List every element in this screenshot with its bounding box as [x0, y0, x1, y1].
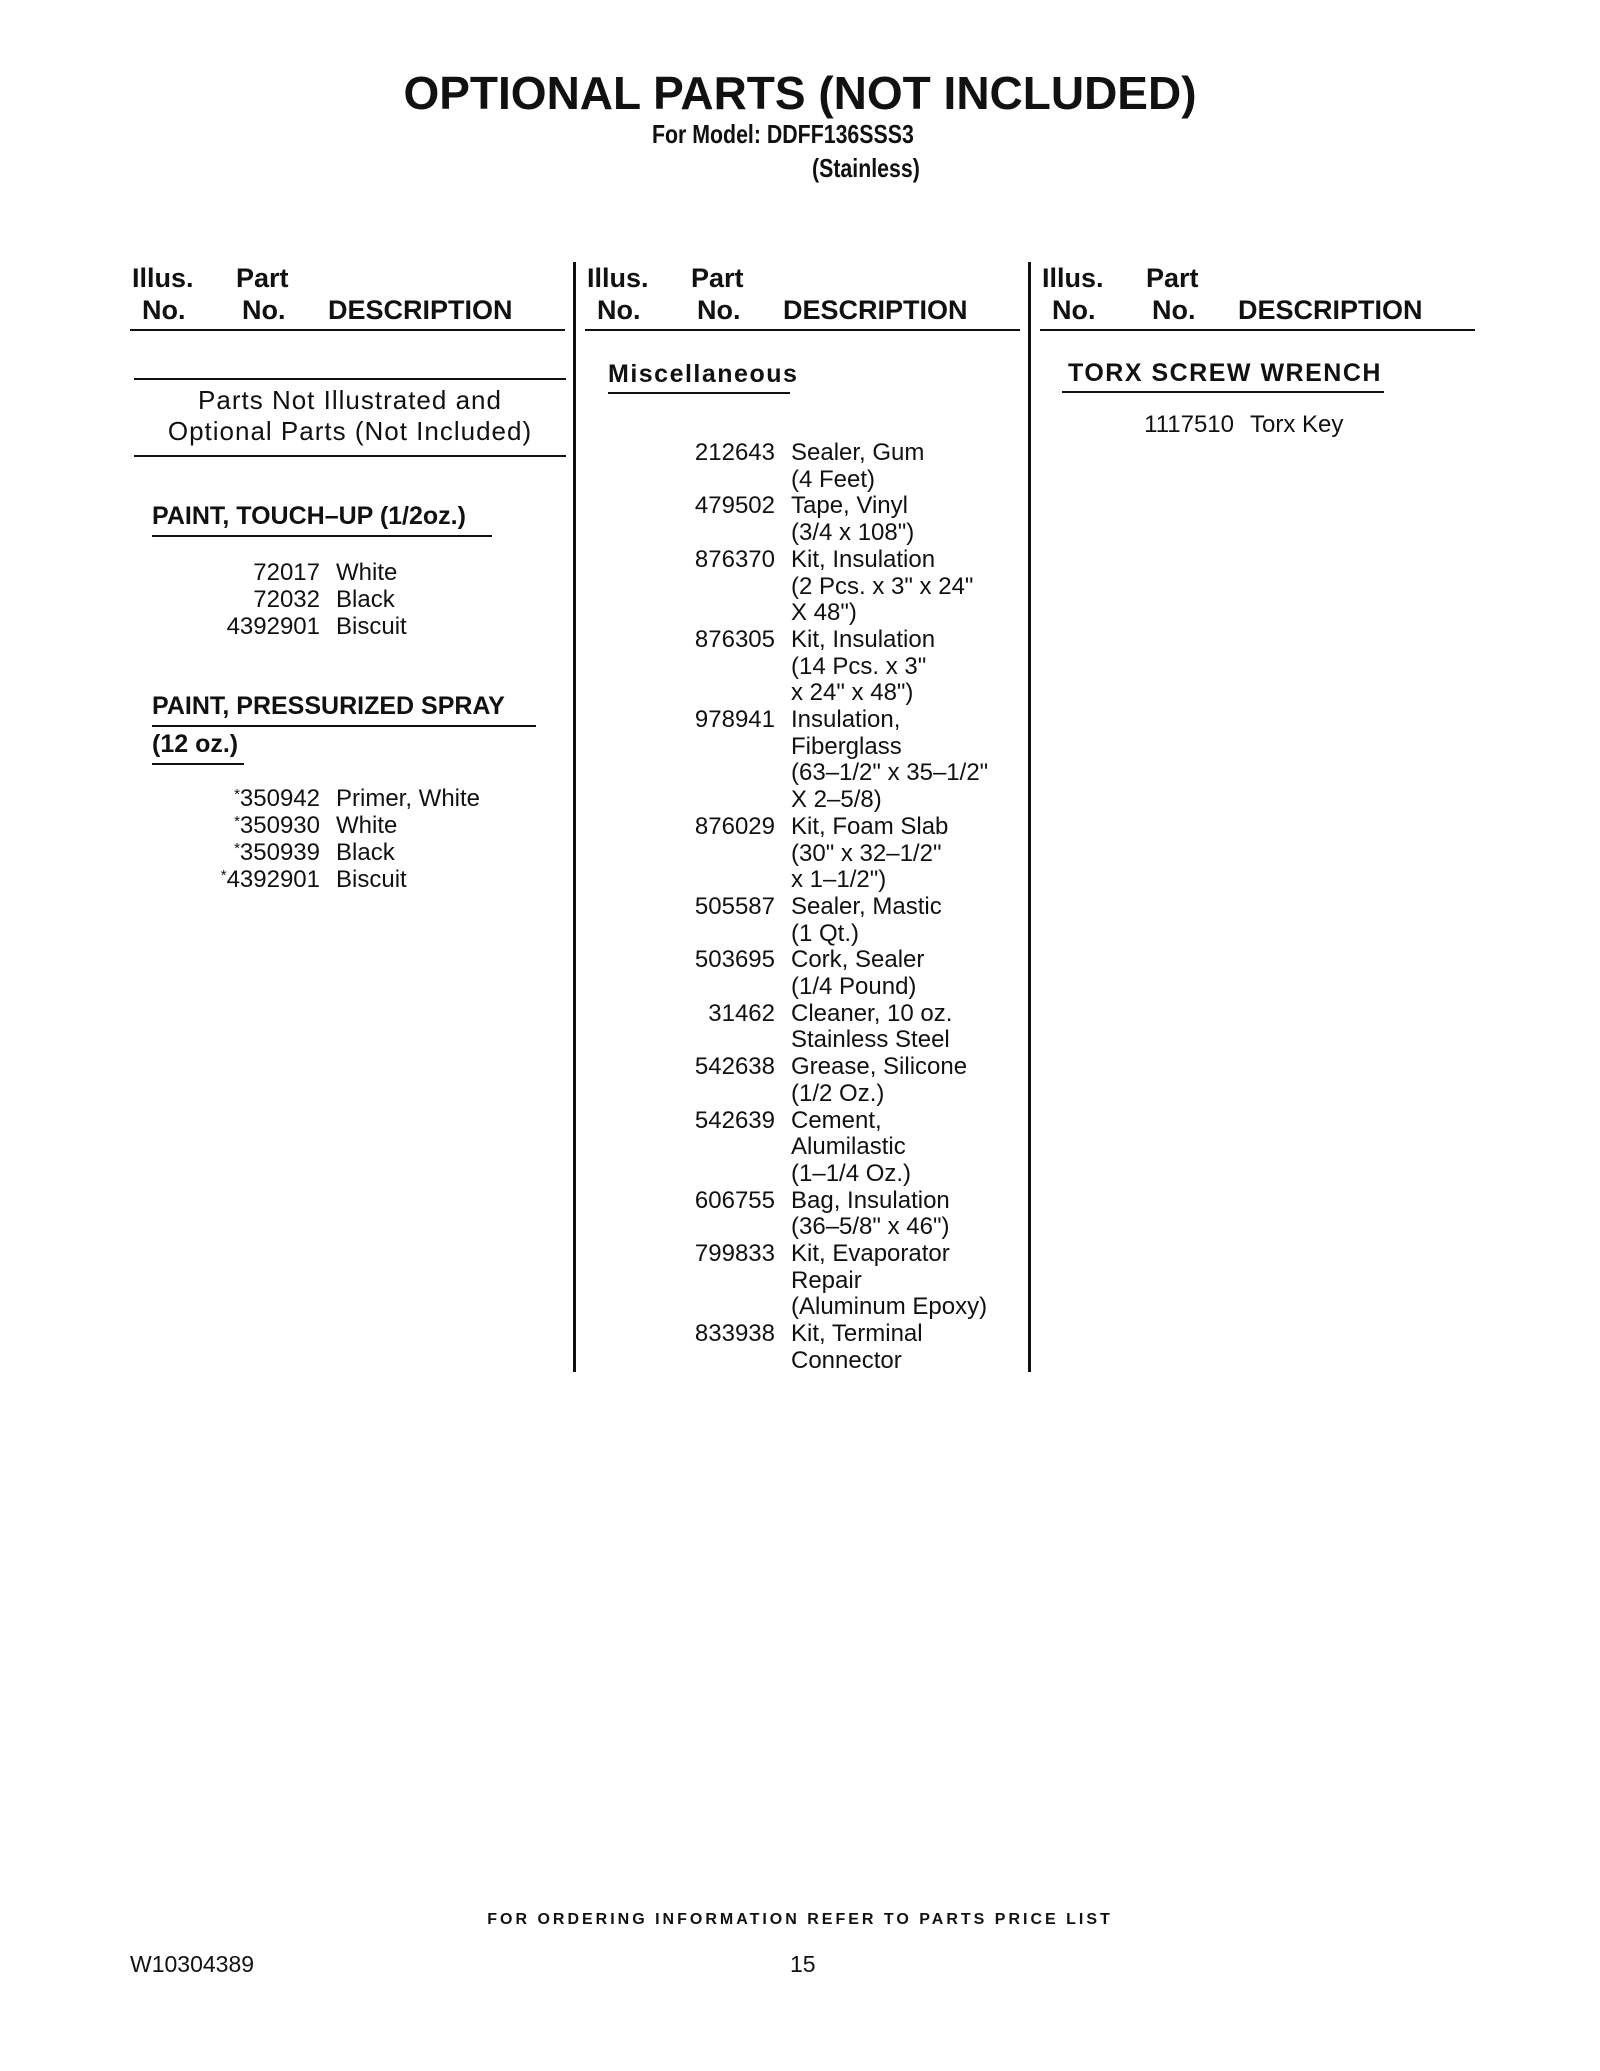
header-description: DESCRIPTION [328, 295, 513, 325]
section-heading-paint-touchup: PAINT, TOUCH–UP (1/2oz.) [152, 502, 466, 530]
part-description-line: (63–1/2" x 35–1/2" [791, 759, 989, 787]
part-number: 542638 [694, 1053, 775, 1081]
list-item [694, 545, 974, 627]
part-description-line: (1/4 Pound) [791, 973, 917, 1000]
part-description: Biscuit [336, 866, 407, 893]
finish-line: (Stainless) [812, 153, 920, 183]
header-rule [1040, 329, 1475, 331]
list-item [253, 559, 398, 587]
page-title: OPTIONAL PARTS (NOT INCLUDED) [403, 67, 1197, 119]
group-title-line2: Optional Parts (Not Included) [167, 416, 533, 446]
part-description-line: Grease, Silicone [791, 1053, 968, 1081]
part-number: 978941 [694, 706, 775, 733]
part-number: 542639 [694, 1106, 775, 1134]
ordering-note: FOR ORDERING INFORMATION REFER TO PARTS PRICE LIST [487, 1911, 1113, 1928]
list-item [694, 492, 915, 547]
header-illus-no: No. [1052, 295, 1096, 325]
part-description-line: x 1–1/2") [791, 866, 887, 894]
part-description-line: Sealer, Gum [791, 439, 925, 466]
list-item [694, 706, 989, 814]
header-rule [130, 329, 565, 331]
list-item [694, 1053, 968, 1107]
list-item [694, 812, 949, 894]
part-description-line: X 48") [791, 599, 857, 627]
list-item [694, 625, 936, 707]
part-number: 876370 [694, 545, 775, 573]
part-description-line: (30" x 32–1/2" [791, 839, 942, 867]
list-item [694, 1106, 912, 1188]
part-description: White [336, 559, 398, 586]
part-number: 72017 [253, 559, 320, 586]
part-description-line: (1 Qt.) [791, 919, 860, 947]
header-part: Part [691, 263, 744, 293]
section-heading-torx-wrench: TORX SCREW WRENCH [1068, 359, 1382, 387]
part-description-line: (36–5/8" x 46") [791, 1213, 950, 1241]
part-description-line: Kit, Evaporator [791, 1240, 950, 1267]
column-divider [1028, 262, 1031, 1372]
group-rule-top [134, 378, 566, 380]
part-number: 4392901 [226, 613, 320, 640]
part-description-line: Cleaner, 10 oz. [791, 999, 953, 1027]
list-item [694, 1186, 950, 1241]
header-illus-no: No. [597, 295, 641, 325]
section-heading-miscellaneous: Miscellaneous [608, 360, 799, 388]
table-header [130, 262, 570, 330]
part-description: Black [336, 586, 395, 613]
column-divider [573, 262, 576, 1372]
section-underline [152, 725, 536, 727]
document-number: W10304389 [130, 1951, 255, 1977]
part-description-line: Connector [791, 1346, 902, 1374]
list-item [253, 586, 395, 614]
part-description-line: Kit, Foam Slab [791, 812, 949, 840]
part-description: Biscuit [336, 613, 407, 640]
part-description-line: X 2–5/8) [791, 786, 882, 814]
part-number: 503695 [694, 946, 775, 974]
header-description: DESCRIPTION [783, 295, 968, 325]
part-description: Torx Key [1250, 411, 1344, 438]
part-description-line: Kit, Insulation [791, 545, 936, 573]
part-description-line: (4 Feet) [791, 465, 876, 493]
list-item [694, 439, 925, 493]
part-description: Black [336, 839, 395, 866]
part-description-line: (14 Pcs. x 3" [791, 652, 927, 680]
part-description-line: (Aluminum Epoxy) [791, 1293, 988, 1321]
part-number: 606755 [694, 1186, 775, 1214]
part-number: 212643 [694, 439, 775, 466]
part-description-line: (1–1/4 Oz.) [791, 1159, 912, 1187]
section-heading-paint-spray: PAINT, PRESSURIZED SPRAY [152, 692, 505, 720]
part-number: 350942 [239, 785, 320, 812]
part-description-line: Fiberglass [791, 732, 902, 760]
list-item [234, 785, 481, 813]
header-part-no: No. [242, 295, 286, 325]
part-description-line: Stainless Steel [791, 1026, 950, 1054]
part-description-line: Sealer, Mastic [791, 892, 942, 920]
section-underline [152, 763, 244, 765]
page-number: 15 [790, 1951, 816, 1977]
part-description-line: Tape, Vinyl [791, 492, 908, 520]
part-number: 876305 [694, 625, 775, 653]
section-underline [608, 392, 790, 394]
header-rule [585, 329, 1020, 331]
list-item [708, 999, 953, 1054]
part-description-line: x 24" x 48") [791, 679, 914, 707]
list-item [694, 946, 925, 1000]
part-description: Primer, White [336, 785, 481, 812]
list-item [220, 866, 407, 894]
part-number: 350930 [239, 812, 320, 839]
part-description-line: Cement, [791, 1106, 882, 1134]
asterisk-marker: * [234, 840, 240, 857]
header-part-no: No. [1152, 295, 1196, 325]
list-item [234, 839, 395, 867]
header-description: DESCRIPTION [1238, 295, 1423, 325]
asterisk-marker: * [234, 786, 240, 803]
part-description-line: Cork, Sealer [791, 946, 925, 974]
group-rule-bottom [134, 455, 566, 457]
part-description: White [336, 812, 398, 839]
part-number: 479502 [694, 492, 775, 520]
part-number: 876029 [694, 812, 775, 840]
header-part: Part [236, 263, 289, 293]
part-description-line: (3/4 x 108") [791, 519, 915, 547]
list-item [1144, 411, 1344, 439]
part-number: 1117510 [1144, 411, 1234, 438]
part-description-line: Kit, Insulation [791, 625, 936, 653]
part-description-line: Kit, Terminal [791, 1320, 923, 1348]
part-number: 505587 [694, 892, 775, 920]
section-heading-paint-spray-size: (12 oz.) [152, 730, 239, 758]
header-illus: Illus. [132, 263, 194, 293]
part-number: 31462 [708, 999, 775, 1027]
list-item [694, 1240, 988, 1321]
part-description-line: Repair [791, 1266, 862, 1294]
model-line: For Model: DDFF136SSS3 [652, 119, 914, 149]
header-part-no: No. [697, 295, 741, 325]
part-description-line: (1/2 Oz.) [791, 1079, 885, 1107]
table-header [585, 262, 1025, 330]
part-number: 799833 [694, 1240, 775, 1267]
part-number: 833938 [694, 1320, 775, 1348]
list-item [694, 1320, 923, 1374]
part-description-line: Bag, Insulation [791, 1186, 950, 1214]
part-number: 4392901 [226, 866, 320, 893]
header-illus-no: No. [142, 295, 186, 325]
header-illus: Illus. [587, 263, 649, 293]
section-underline [152, 535, 492, 537]
list-item [226, 613, 407, 641]
part-number: 350939 [239, 839, 320, 866]
table-header [1040, 262, 1480, 330]
list-item [694, 892, 942, 947]
group-title-line1: Parts Not Illustrated and [198, 385, 502, 415]
part-description-line: (2 Pcs. x 3" x 24" [791, 572, 974, 600]
header-part: Part [1146, 263, 1199, 293]
asterisk-marker: * [220, 867, 227, 884]
header-illus: Illus. [1042, 263, 1104, 293]
list-item [234, 812, 398, 840]
asterisk-marker: * [234, 813, 240, 830]
part-description-line: Alumilastic [791, 1133, 906, 1161]
part-number: 72032 [253, 586, 320, 613]
section-underline [1062, 391, 1384, 393]
part-description-line: Insulation, [791, 706, 901, 733]
